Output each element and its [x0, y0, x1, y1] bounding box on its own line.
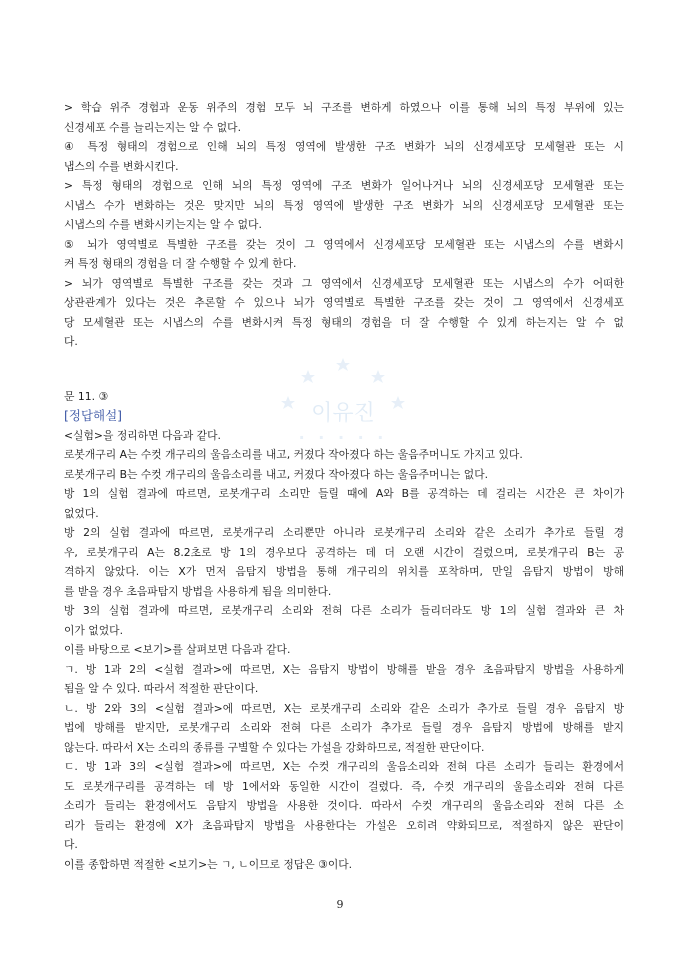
text-line: 신경세포 수를 늘리는지는 알 수 없다.	[64, 120, 242, 134]
text-line: 상관관계가 있다는 것은 추론할 수 있으나 뇌가 영역별로 특별한 구조를 갖는 것이 그 영역에서 신경세포	[64, 296, 624, 309]
text-line: ④ 특정 형태의 경험으로 인해 뇌의 특정 영역에 발생한 구조 변화가 뇌의 신경세포당 모세혈관 또는 시	[64, 140, 624, 153]
text-line: > 뇌가 영역별로 특별한 구조를 갖는 것과 그 영역에서 신경세포당 모세혈관 또는 시냅스의 수가 어떠한	[64, 276, 624, 290]
text-line: 로봇개구리 A는 수컷 개구리의 울음소리를 내고, 커졌다 작아졌다 하는 울음주머니도 가지고 있다.	[64, 448, 523, 461]
watermark-name: 이유진	[311, 401, 375, 426]
text-line: 리가 들리는 환경에 X가 초음파탐지 방법을 사용한다는 가설은 오히려 약화되므로, 적절하지 않은 판단이	[64, 818, 624, 832]
question-label: 문 11. ③	[64, 389, 109, 403]
page-number: 9	[336, 898, 344, 911]
text-line: > 학습 위주 경험과 운동 위주의 경험 모두 뇌 구조를 변하게 하였으나 이를 통해 뇌의 특정 부위에 있는	[64, 101, 624, 114]
text-line: 이를 종합하면 적절한 <보기>는 ㄱ, ㄴ이므로 정답은 ③이다.	[64, 857, 353, 871]
text-line: 법에 방해를 받지만, 로봇개구리 소리와 전혀 다른 소리가 추가로 들릴 경우 음탐지 방법에 방해를 받지	[64, 721, 624, 734]
text-line: 않는다. 따라서 X는 소리의 종류를 구별할 수 있다는 가설을 강화하므로, 적절한 판단이다.	[64, 740, 485, 754]
text-line: 이가 없었다.	[64, 623, 124, 637]
text-line: 없었다.	[64, 506, 99, 520]
text-line: 시냅스 수가 변화하는 것은 맞지만 뇌의 특정 영역에 발생한 구조 변화가 뇌의 신경세포당 모세혈관 또는	[64, 198, 624, 212]
text-line: <실험>을 정리하면 다음과 같다.	[64, 428, 221, 442]
text-line: 로봇개구리 B는 수컷 개구리의 울음소리를 내고, 커졌다 작아졌다 하는 울음주머니는 없다.	[64, 467, 489, 481]
text-line: 소리가 들리는 환경에서도 음탐지 방법을 사용한 것이다. 따라서 수컷 개구리의 울음소리와 전혀 다른 소	[64, 799, 624, 812]
watermark-decoration: · · · · ·	[298, 428, 388, 447]
explanation-block-previous	[64, 98, 624, 352]
section-title: [정답해설]	[64, 408, 123, 423]
text-line: 방 2의 실험 결과에 따르면, 로봇개구리 소리뿐만 아니라 로봇개구리 소리와 같은 소리가 추가로 들릴 경	[64, 526, 624, 539]
text-line: 냅스의 수를 변화시킨다.	[64, 159, 179, 173]
text-line: ㄷ. 방 1과 3의 <실험 결과>에 따르면, X는 수컷 개구리의 울음소리와 전혀 다른 소리가 들리는 환경에서	[64, 760, 624, 773]
text-line: 이를 바탕으로 <보기>를 살펴보면 다음과 같다.	[64, 643, 291, 656]
text-line: 방 3의 실험 결과에 따르면, 로봇개구리 소리와 전혀 다른 소리가 들리더라도 방 1의 실험 결과와 큰 차	[64, 604, 624, 617]
document-page	[64, 98, 624, 874]
text-line: 켜 특정 형태의 경험을 더 잘 수행할 수 있게 한다.	[64, 257, 297, 270]
text-line: 다.	[64, 838, 78, 851]
text-line: 시냅스의 수를 변화시키는지는 알 수 없다.	[64, 218, 262, 231]
text-line: ⑤ 뇌가 영역별로 특별한 구조를 갖는 것이 그 영역에서 신경세포당 모세혈관 또는 시냅스의 수를 변화시	[64, 237, 624, 251]
answer-explanation-block	[64, 426, 624, 875]
text-line: > 특정 형태의 경험으로 인해 뇌의 특정 영역에 구조 변화가 일어나거나 뇌의 신경세포당 모세혈관 또는	[64, 179, 624, 192]
text-line: 를 받을 경우 초음파탐지 방법을 사용하게 됨을 의미한다.	[64, 584, 332, 598]
text-line: 격하지 않았다. 이는 X가 먼저 음탐지 방법을 통해 개구리의 위치를 포착하며, 만일 음탐지 방법이 방해	[64, 565, 624, 578]
text-line: 됨을 알 수 있다. 따라서 적절한 판단이다.	[64, 682, 259, 695]
text-line: 방 1의 실험 결과에 따르면, 로봇개구리 소리만 들릴 때에 A와 B를 공격하는 데 걸리는 시간은 큰 차이가	[64, 487, 624, 500]
spacer	[64, 352, 624, 387]
text-line: 도 로봇개구리를 공격하는 데 방 1에서와 동일한 시간이 걸렸다. 즉, 수컷 개구리의 울음소리와 전혀 다른	[64, 779, 624, 793]
text-line: 우, 로봇개구리 A는 8.2초로 방 1의 경우보다 공격하는 데 더 오랜 시간이 걸렸으며, 로봇개구리 B는 공	[64, 545, 624, 559]
text-line: 당 모세혈관 또는 시냅스의 수를 변화시켜 특정 형태의 경험을 더 잘 수행할 수 있게 하는지는 알 수 없	[64, 315, 624, 329]
text-line: ㄱ. 방 1과 2의 <실험 결과>에 따르면, X는 음탐지 방법이 방해를 받을 경우 초음파탐지 방법을 사용하게	[64, 662, 624, 676]
text-line: 다.	[64, 335, 78, 348]
text-line: ㄴ. 방 2와 3의 <실험 결과>에 따르면, X는 로봇개구리 소리와 같은 소리가 추가로 들릴 경우 음탐지 방	[64, 701, 624, 715]
